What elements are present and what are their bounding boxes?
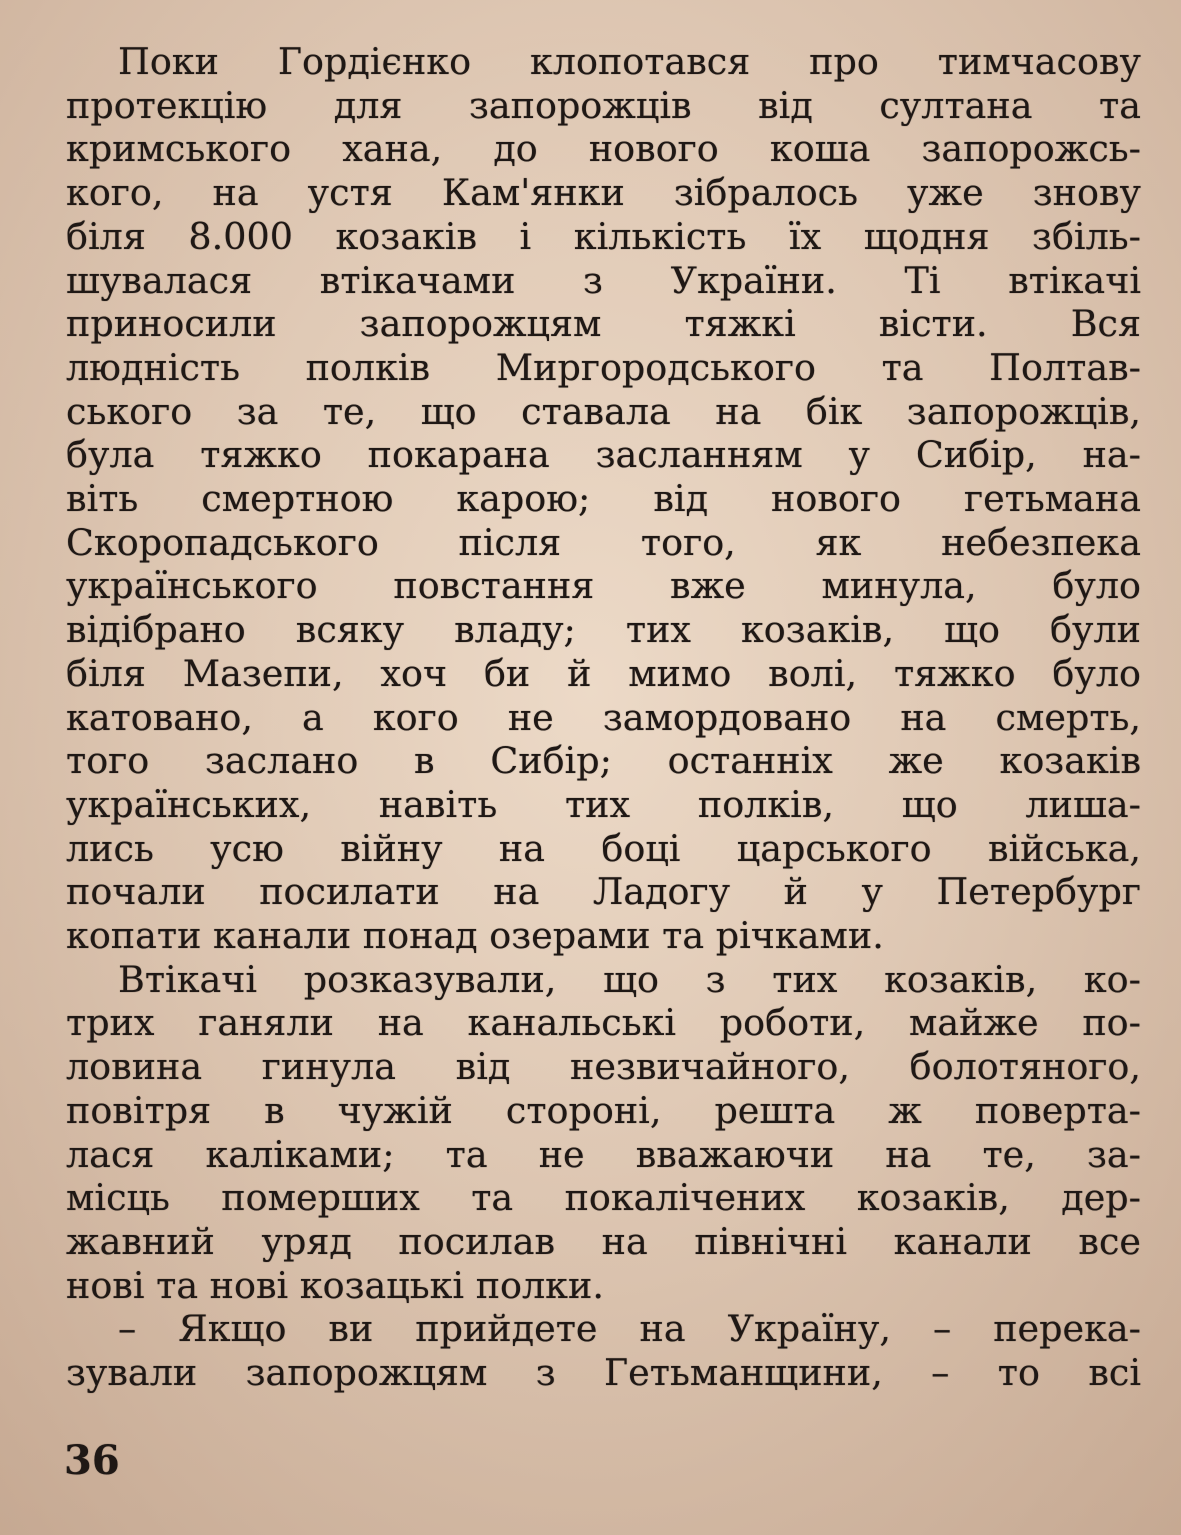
text-line: Поки Гордієнко клопотався про тимчасову bbox=[118, 40, 1141, 83]
text-line: українського повстання вже минула, було bbox=[66, 564, 1141, 608]
text-line: – Якщо ви прийдете на Україну, – перека- bbox=[118, 1307, 1141, 1351]
text-line: Втікачі розказували, що з тих козаків, ко- bbox=[118, 957, 1141, 1001]
text-line: почали посилати на Ладогу й у Петербург bbox=[66, 870, 1141, 914]
text-line: кримського хана, до нового коша запорожсь- bbox=[66, 127, 1141, 171]
text-line: зували запорожцям з Гетьманщини, – то всі bbox=[66, 1351, 1141, 1395]
text-line: того заслано в Сибір; останніх же козаків bbox=[66, 739, 1141, 783]
text-line: протекцію для запорожців від султана та bbox=[66, 83, 1141, 127]
text-line: Скоропадського після того, як небезпека bbox=[66, 520, 1141, 564]
text-line: кого, на устя Кам'янки зібралось уже знову bbox=[66, 171, 1141, 215]
paragraph-3 bbox=[66, 1307, 1141, 1394]
text-line: приносили запорожцям тяжкі вісти. Вся bbox=[66, 302, 1141, 346]
page-number: 36 bbox=[64, 1437, 120, 1484]
text-line: жавний уряд посилав на північні канали все bbox=[66, 1219, 1141, 1263]
text-line: віть смертною карою; від нового гетьмана bbox=[66, 477, 1141, 521]
text-line: відібрано всяку владу; тих козаків, що були bbox=[66, 608, 1141, 652]
text-line: ловина гинула від незвичайного, болотяного, bbox=[66, 1045, 1141, 1089]
page-text bbox=[66, 40, 1141, 1395]
text-line: людність полків Миргородського та Полтав- bbox=[66, 345, 1141, 389]
text-line: трих ганяли на канальські роботи, майже по- bbox=[66, 1001, 1141, 1045]
text-line: біля 8.000 козаків і кількість їх щодня збіль- bbox=[66, 214, 1141, 258]
text-line: катовано, а кого не замордовано на смерть, bbox=[66, 695, 1141, 739]
text-line: була тяжко покарана засланням у Сибір, на- bbox=[66, 433, 1141, 477]
text-line: лася каліками; та не вважаючи на те, за- bbox=[66, 1132, 1141, 1176]
paragraph-1 bbox=[66, 40, 1141, 958]
text-line: ського за те, що ставала на бік запорожців, bbox=[66, 389, 1141, 433]
paragraph-2 bbox=[66, 958, 1141, 1308]
text-line: копати канали понад озерами та річками. bbox=[66, 914, 884, 958]
text-line: повітря в чужій стороні, решта ж поверта- bbox=[66, 1088, 1141, 1132]
text-line: місць померших та покалічених козаків, дер- bbox=[66, 1176, 1141, 1220]
text-line: шувалася втікачами з України. Ті втікачі bbox=[66, 258, 1141, 302]
text-line: нові та нові козацькі полки. bbox=[66, 1263, 604, 1307]
text-line: лись усю війну на боці царського війська, bbox=[66, 826, 1141, 870]
text-line: українських, навіть тих полків, що лиша- bbox=[66, 782, 1141, 826]
text-line: біля Мазепи, хоч би й мимо волі, тяжко було bbox=[66, 651, 1141, 695]
